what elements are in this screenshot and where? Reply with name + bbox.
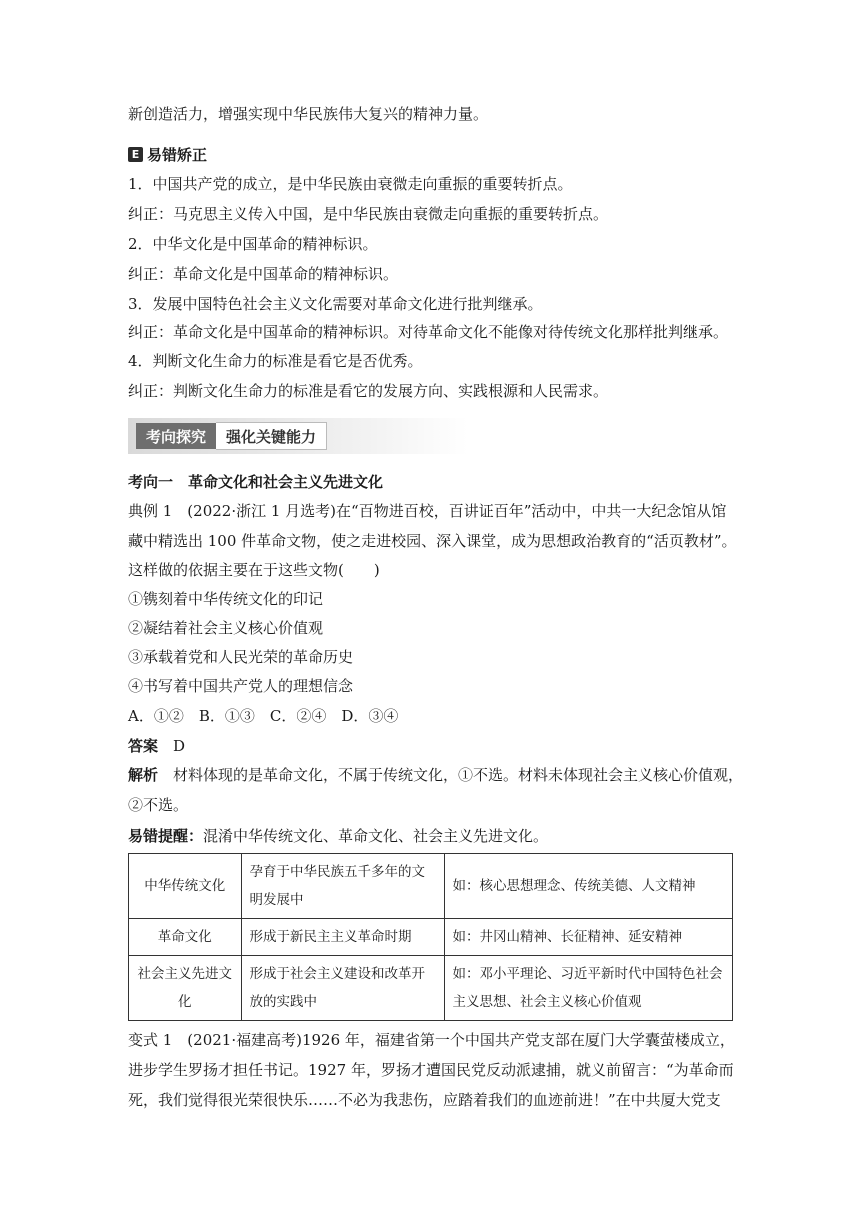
option-item: ④书写着中国共产党人的理想信念	[128, 677, 354, 695]
table-cell: 如：核心思想理念、传统美德、人文精神	[444, 854, 732, 919]
example-line: 典例 1 (2022·浙江 1 月选考)在“百物进百校，百讲证百年”活动中，中共一大纪念馆从馆	[128, 502, 727, 520]
table-row	[129, 919, 733, 956]
choices: A．①② B．①③ C．②④ D．③④	[128, 707, 399, 725]
answer-value: D	[173, 737, 186, 755]
analysis-text: 材料体现的是革命文化，不属于传统文化，①不选。材料未体现社会主义核心价值观，	[173, 766, 744, 784]
reminder-label: 易错提醒：	[128, 827, 204, 845]
table-cell: 孕育于中华民族五千多年的文明发展中	[241, 854, 444, 919]
correction-line: 4．判断文化生命力的标准是看它是否优秀。	[128, 352, 423, 370]
correction-line: 纠正：判断文化生命力的标准是看它的发展方向、实践根源和人民需求。	[128, 382, 609, 400]
banner-right-label: 强化关键能力	[216, 422, 327, 450]
e-section-icon: E	[128, 147, 143, 162]
table-cell: 形成于新民主主义革命时期	[241, 919, 444, 956]
correction-line: 2．中华文化是中国革命的精神标识。	[128, 235, 378, 253]
table-row	[129, 956, 733, 1021]
correction-line: 纠正：革命文化是中国革命的精神标识。对待革命文化不能像对待传统文化那样批判继承。	[128, 323, 729, 341]
table-cell: 社会主义先进文化	[129, 956, 242, 1021]
table-cell: 中华传统文化	[129, 854, 242, 919]
correction-line: 纠正：马克思主义传入中国，是中华民族由衰微走向重振的重要转折点。	[128, 205, 609, 223]
correction-line: 1．中国共产党的成立，是中华民族由衰微走向重振的重要转折点。	[128, 175, 573, 193]
table-cell: 革命文化	[129, 919, 242, 956]
option-item: ③承载着党和人民光荣的革命历史	[128, 648, 354, 666]
table-cell: 如：井冈山精神、长征精神、延安精神	[444, 919, 732, 956]
example-line: 藏中精选出 100 件革命文物，使之走进校园、深入课堂，成为思想政治教育的“活页教材”。	[128, 532, 737, 550]
analysis-label: 解析	[128, 766, 159, 784]
table-cell: 形成于社会主义建设和改革开放的实践中	[241, 956, 444, 1021]
reminder-text: 混淆中华传统文化、革命文化、社会主义先进文化。	[203, 827, 549, 845]
correction-title: 易错矫正	[147, 145, 208, 164]
answer-row	[128, 736, 185, 756]
analysis-text-cont: ②不选。	[128, 796, 189, 814]
direction-title: 考向一 革命文化和社会主义先进文化	[128, 473, 384, 491]
table-row	[129, 854, 733, 919]
table-cell: 如：邓小平理论、习近平新时代中国特色社会主义思想、社会主义核心价值观	[444, 956, 732, 1021]
reminder-row	[128, 826, 548, 846]
variant-line: 进步学生罗扬才担任书记。1927 年，罗扬才遭国民党反动派逮捕，就义前留言：“为革命而	[128, 1061, 734, 1079]
culture-table	[128, 853, 733, 1021]
section-banner	[128, 418, 468, 454]
example-line: 这样做的依据主要在于这些文物( )	[128, 561, 380, 579]
option-item: ②凝结着社会主义核心价值观	[128, 619, 324, 637]
option-item: ①镌刻着中华传统文化的印记	[128, 590, 324, 608]
variant-line: 变式 1 (2021·福建高考)1926 年，福建省第一个中国共产党支部在厦门大学囊萤楼成立，	[128, 1031, 735, 1049]
answer-label: 答案	[128, 737, 159, 755]
correction-line: 3．发展中国特色社会主义文化需要对革命文化进行批判继承。	[128, 295, 543, 313]
analysis-row	[128, 765, 743, 785]
intro-text: 新创造活力，增强实现中华民族伟大复兴的精神力量。	[128, 105, 489, 123]
variant-line: 死，我们觉得很光荣很快乐……不必为我悲伤，应踏着我们的血迹前进！”在中共厦大党支	[128, 1091, 721, 1109]
banner-left-label: 考向探究	[136, 423, 216, 449]
correction-heading	[128, 144, 207, 164]
correction-line: 纠正：革命文化是中国革命的精神标识。	[128, 265, 399, 283]
